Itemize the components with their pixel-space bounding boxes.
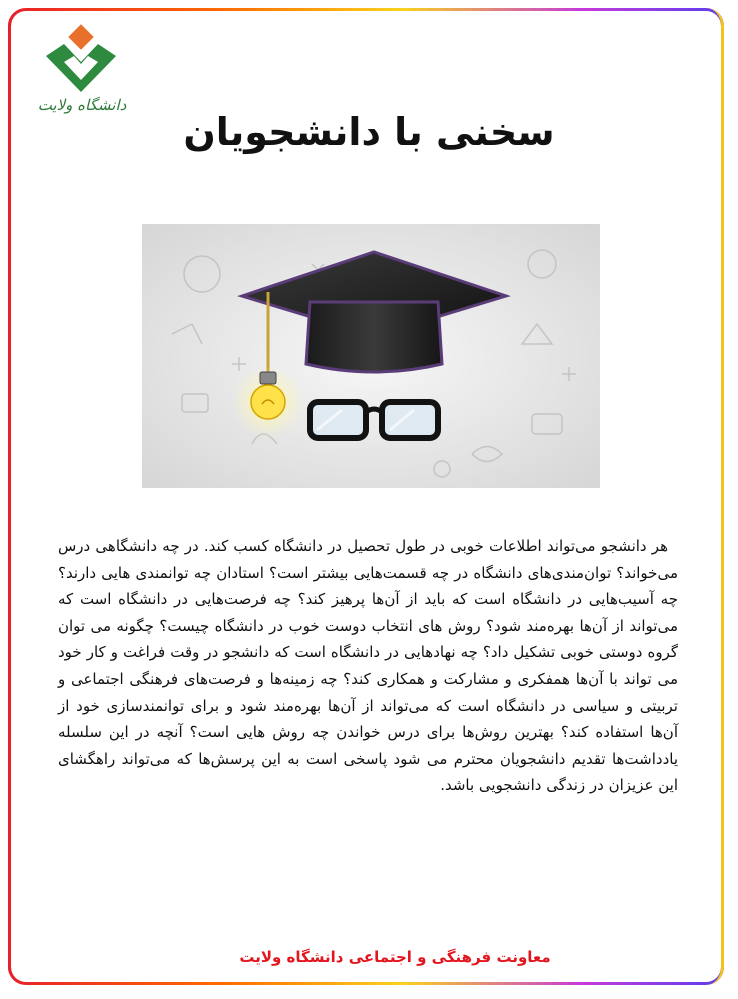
footer-credit: معاونت فرهنگی و اجتماعی دانشگاه ولایت: [239, 948, 551, 966]
page-frame: [8, 8, 724, 985]
logo-text: دانشگاه ولایت: [37, 96, 127, 114]
page-title: سخنی با دانشجویان: [183, 110, 555, 154]
graduation-cap-lightbulb-glasses-icon: [142, 224, 600, 488]
body-paragraph: هر دانشجو می‌تواند اطلاعات خوبی در طول تحصیل در دانشگاه کسب کند. در چه دانشگاهی درس می‌خواند؟ توان‌مندی‌های دانشگاه در چه قسمت‌هایی بیشتر است؟ استادان چه توانمندی هایی دارند؟ چه آسیب‌هایی در دانشگاه است که باید از آن‌ها پرهیز کند؟ چه فرصت‌هایی در دانشگاه است که می‌تواند از آن‌ها بهره‌مند شود؟ روش های انتخاب دوست خوب در دانشگاه چیست؟ چگونه می توان گروه دوستی خوبی تشکیل داد؟ چه نهادهایی در دانشگاه است که دانشجو در وقت فراغت و کار خود می تواند با آن‌ها همفکری و مشارکت و همکاری کند؟ چه زمینه‌ها و فرصت‌های فرهنگی اجتماعی و تربیتی و سیاسی در دانشگاه است که می‌تواند از آن‌ها بهره‌مند شود و برای توانمندسازی خود از آن‌ها استفاده کند؟ بهترین روش‌ها برای درس خواندن چه روش هایی است؟ آنچه در این سلسله یادداشت‌ها تقدیم دانشجویان محترم می شود پاسخی است به این پرسش‌ها که می‌تواند راهگشای این عزیزان در زندگی دانشجویی باشد.: [58, 537, 678, 795]
